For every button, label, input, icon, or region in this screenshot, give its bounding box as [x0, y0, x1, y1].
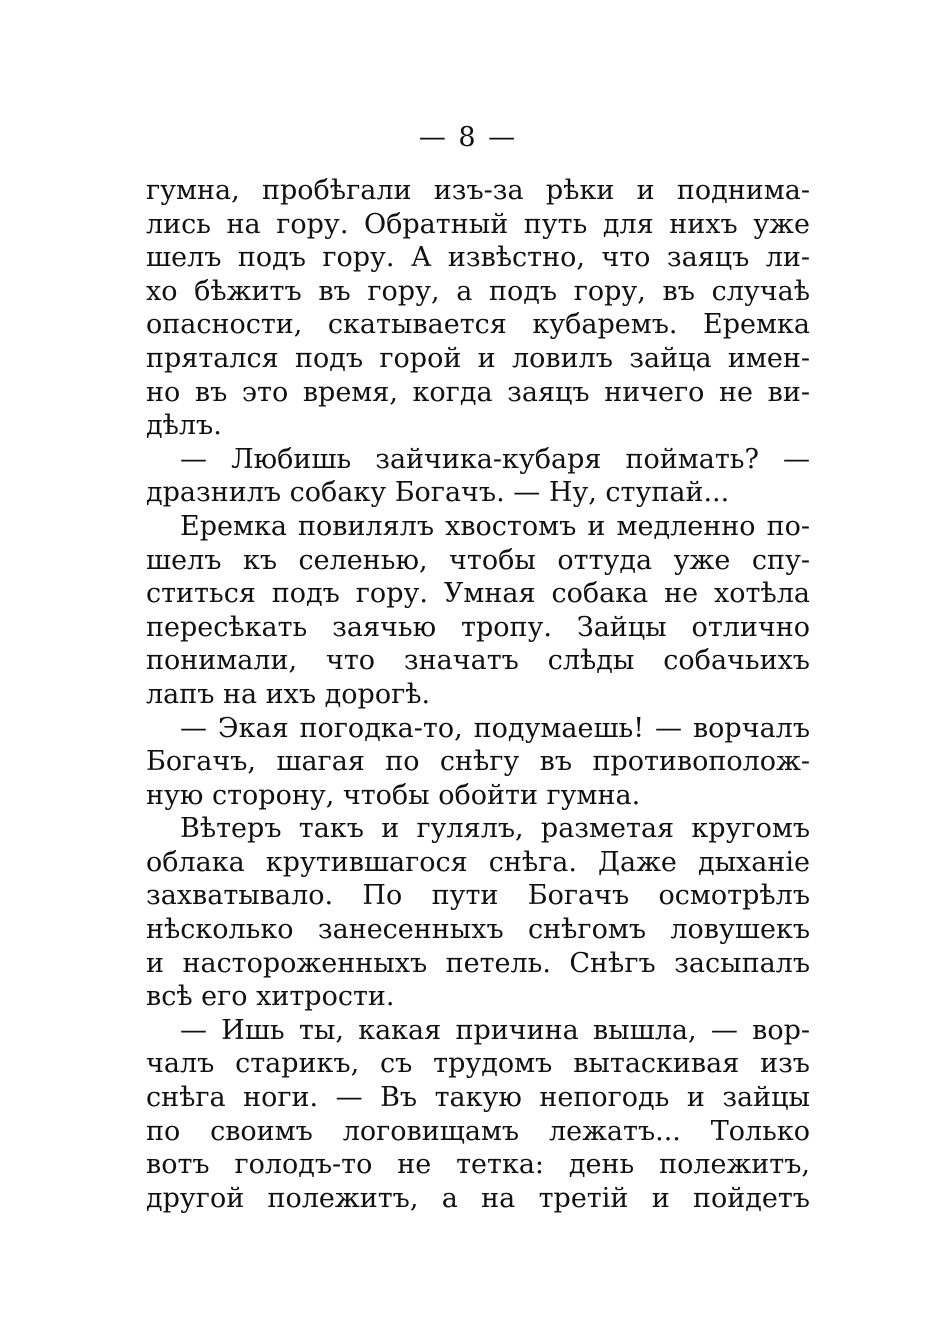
text-line: прятался подъ горой и ловилъ зайца имен- — [146, 342, 810, 374]
text-line: хо бѣжитъ въ гору, а подъ гору, въ случаѣ — [146, 275, 810, 307]
text-line: и настороженныхъ петель. Снѣгъ засыпалъ — [146, 947, 810, 979]
paragraph — [146, 712, 810, 813]
text-line: снѣга ноги. — Въ такую непогодь и зайцы — [146, 1082, 810, 1114]
text-line: другой полежитъ, а на третій и пойдетъ — [146, 1182, 810, 1214]
text-line: лапъ на ихъ дорогѣ. — [146, 678, 431, 710]
paragraph — [146, 174, 810, 443]
text-line: Вѣтеръ такъ и гулялъ, разметая кругомъ — [180, 813, 810, 845]
paragraph — [146, 443, 810, 510]
text-line: ститься подъ гору. Умная собака не хотѣла — [146, 578, 810, 610]
text-line: нѣсколько занесенныхъ снѣгомъ ловушекъ — [146, 914, 810, 946]
text-line: шелъ подъ гору. А извѣстно, что заяцъ ли- — [146, 242, 810, 274]
text-line: дразнилъ собаку Богачъ. — Ну, ступай... — [146, 477, 730, 509]
text-line: — Экая погодка-то, подумаешь! — ворчалъ — [180, 712, 810, 744]
paragraph — [146, 812, 810, 1014]
text-line: по своимъ логовищамъ лежатъ... Только — [146, 1115, 810, 1147]
text-line: захватывало. По пути Богачъ осмотрѣлъ — [146, 880, 810, 912]
text-line: — Любишь зайчика-кубаря поймать? — — [180, 443, 810, 475]
text-line: Еремка повилялъ хвостомъ и медленно по- — [180, 510, 810, 542]
paragraph — [146, 1014, 810, 1216]
text-line: всѣ его хитрости. — [146, 981, 395, 1013]
text-line: облака крутившагося снѣга. Даже дыханіе — [146, 846, 810, 878]
text-line: понимали, что значатъ слѣды собачьихъ — [146, 645, 810, 677]
text-line: дѣлъ. — [146, 410, 222, 442]
text-line: пересѣкать заячью тропу. Зайцы отлично — [146, 611, 810, 643]
text-line: лись на гору. Обратный путь для нихъ уже — [146, 208, 810, 240]
text-line: Богачъ, шагая по снѣгу въ противополож- — [146, 746, 810, 778]
text-line: гумна, пробѣгали изъ-за рѣки и поднима- — [146, 175, 810, 206]
text-line: чалъ старикъ, съ трудомъ вытаскивая изъ — [146, 1048, 810, 1080]
page-number: — 8 — — [418, 122, 518, 153]
text-line: но въ это время, когда заяцъ ничего не ви- — [146, 376, 810, 408]
text-line: опасности, скатывается кубаремъ. Еремка — [146, 309, 810, 341]
paragraph — [146, 510, 810, 712]
body-text — [146, 174, 810, 1215]
text-line: вотъ голодъ-то не тетка: день полежитъ, — [146, 1149, 810, 1181]
text-line: ную сторону, чтобы обойти гумна. — [146, 779, 641, 811]
text-line: — Ишь ты, какая причина вышла, — вор- — [180, 1014, 810, 1046]
text-line: шелъ къ селенью, чтобы оттуда уже спу- — [146, 544, 810, 576]
